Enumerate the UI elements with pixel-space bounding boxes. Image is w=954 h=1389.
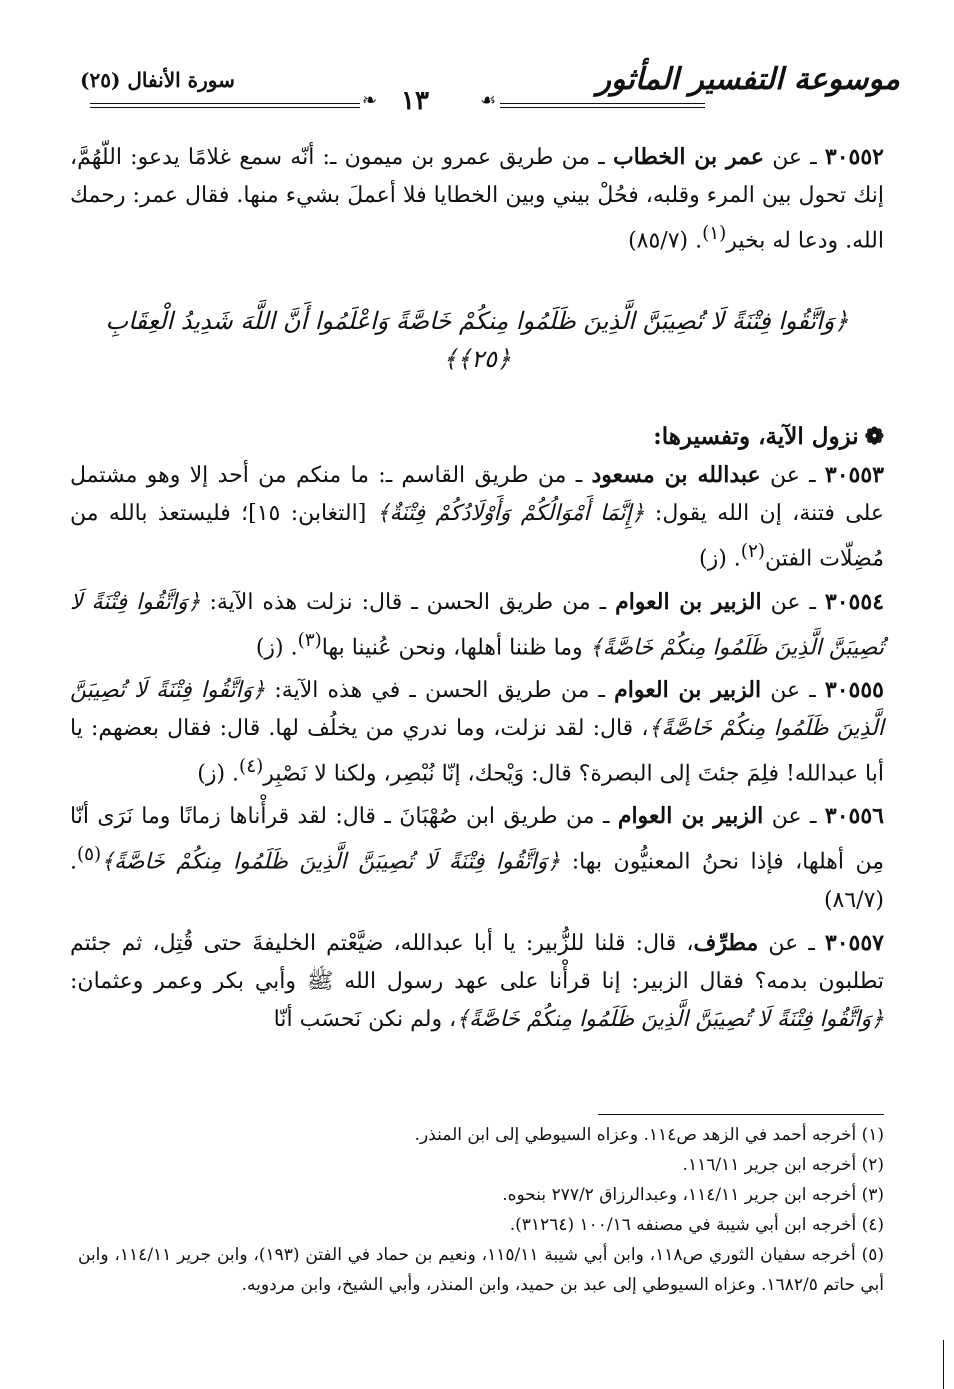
- quran-quote: ﴿وَاتَّقُوا فِتْنَةً لَا تُصِيبَنَّ الَّذِينَ ظَلَمُوا مِنكُمْ خَاصَّةً﴾: [70, 677, 884, 741]
- narrator-name: عمر بن الخطاب: [612, 144, 764, 170]
- entry-text-cont: [التغابن: ١٥]؛ فليستعذ بالله من مُضِلّات الفتن: [70, 501, 884, 572]
- entry-source: . (٨٦/٧): [70, 849, 884, 913]
- footnote-ref[interactable]: (٣): [297, 629, 322, 651]
- entry-text: ـ من طريق ابن صُهْبَانَ ـ قال: لقد قرأْناها زمانًا وما نَرَى أنّا مِن أهلها، فإذا نحنُ المعنيُّون بها:: [70, 804, 884, 875]
- entry-dash: ـ عن: [761, 677, 825, 703]
- footnote-item: (١) أخرجه أحمد في الزهد ص١١٤. وعزاه السيوطي إلى ابن المنذر.: [414, 1125, 884, 1145]
- ornament-icon: ❧: [362, 90, 378, 111]
- footnote-item: (٢) أخرجه ابن جرير ١١٦/١١.: [682, 1155, 884, 1175]
- entry-text: ، قال: قلنا للزُّبير: يا أبا عبدالله، ضيَّعْتم الخليفةَ حتى قُتِل، ثم جئتم تطلبون بدمه؟ فقال الزبير: إنا قرأْنا على عهد رسول الله ﷺ وأبي بكر وعمر وعثمان:: [70, 930, 884, 994]
- entry-text: ـ من طريق الحسن ـ في هذه الآية:: [265, 677, 615, 703]
- entry-30553: [70, 456, 884, 578]
- entry-text-cont: وما ظننا أهلها، ونحن عُنينا بها: [321, 634, 590, 660]
- entry-30555: [70, 671, 884, 793]
- book-title: موسوعة التفسير المأثور: [596, 62, 900, 97]
- header-rule-left: [90, 103, 360, 104]
- entry-30554: [70, 583, 884, 667]
- narrator-name: الزبير بن العوام: [614, 676, 762, 703]
- entry-text: ـ من طريق عمرو بن ميمون ـ: أنّه سمع غلامًا يدعو: اللّهُمَّ، إنك تحول بين المرء وقلبه، فحُلْ بيني وبين الخطايا فلا أعملَ بشيء منها. فقال عمر: رحمك الله. ودعا له بخير: [70, 145, 884, 254]
- entry-dash: ـ عن: [758, 930, 825, 956]
- entry-dash: ـ عن: [760, 463, 825, 489]
- footnote-separator: [598, 1114, 884, 1115]
- entry-text-cont: ، قال: لقد نزلت، وما ندري من يخلُف لها. قال: فقال بعضهم: يا أبا عبدالله! فلِمَ جئتَ إلى البصرة؟ قال: وَيْحك، إنّا نُبْصِر، ولكنا لا نَصْبِر: [70, 715, 884, 787]
- entry-number: ٣٠٥٥٧: [824, 929, 884, 956]
- entry-source: . (٨٥/٧): [628, 228, 703, 254]
- entry-source: . (ز): [699, 546, 741, 572]
- quran-verse: ﴿وَاتَّقُوا فِتْنَةً لَا تُصِيبَنَّ الَّذِينَ ظَلَمُوا مِنكُمْ خَاصَّةً وَاعْلَمُوا أَنَّ اللَّهَ شَدِيدُ الْعِقَابِ ﴿٢٥﴾﴾: [105, 307, 849, 374]
- entry-number: ٣٠٥٥٣: [824, 462, 884, 489]
- flower-icon: ❁: [864, 423, 884, 451]
- narrator-name: الزبير بن العوام: [615, 588, 762, 615]
- quran-quote: ﴿وَاتَّقُوا فِتْنَةً لَا تُصِيبَنَّ الَّذِينَ ظَلَمُوا مِنكُمْ خَاصَّةً﴾: [70, 589, 884, 660]
- entry-number: ٣٠٥٥٦: [824, 803, 884, 830]
- entry-dash: ـ عن: [763, 804, 825, 830]
- surah-title: سورة الأنفال (٢٥): [80, 68, 235, 92]
- narrator-name: مطرِّف: [693, 929, 759, 956]
- header-rule-right: [500, 103, 705, 104]
- quran-quote: ﴿وَاتَّقُوا فِتْنَةً لَا تُصِيبَنَّ الَّذِينَ ظَلَمُوا مِنكُمْ خَاصَّةً﴾: [456, 1006, 884, 1032]
- page-number: ١٣: [401, 86, 429, 116]
- header-rule-right-double: [500, 107, 705, 108]
- entry-30557: [70, 924, 884, 1039]
- entry-source: . (ز): [255, 634, 298, 660]
- section-heading: [70, 418, 884, 456]
- narrator-name: الزبير بن العوام: [617, 803, 764, 830]
- header-rule-left-double: [90, 107, 360, 108]
- narrator-name: عبدالله بن مسعود: [591, 462, 761, 489]
- main-text: [70, 138, 884, 1039]
- quran-quote: ﴿إِنَّمَا أَمْوَالُكُمْ وَأَوْلَادُكُمْ فِتْنَةٌ﴾: [376, 501, 645, 527]
- margin-line: [943, 1340, 944, 1389]
- footnote-ref[interactable]: (٢): [740, 541, 765, 563]
- footnotes: [78, 1120, 884, 1300]
- entry-text-cont: ، ولم نكن نَحسَب أنّا: [273, 1006, 457, 1032]
- entry-dash: ـ عن: [764, 145, 825, 170]
- entry-dash: ـ عن: [761, 589, 825, 615]
- footnote-item: (٥) أخرجه سفيان الثوري ص١١٨، وابن أبي شيبة ١١٥/١١، ونعيم بن حماد في الفتن (١٩٣)، وابن جرير ١١٤/١١، وابن أبي حاتم ١٦٨٢/٥. وعزاه السيوطي إلى عبد بن حميد، وابن المنذر، وأبي الشيخ، وابن مردويه.: [78, 1245, 885, 1295]
- footnote-item: (٤) أخرجه ابن أبي شيبة في مصنفه ١٠٠/١٦ (٣١٢٦٤).: [509, 1215, 884, 1235]
- entry-number: ٣٠٥٥٢: [824, 144, 884, 170]
- entry-text: ـ من طريق القاسم ـ: ما منكم من أحد إلا وهو مشتمل على فتنة، إن الله يقول:: [70, 463, 884, 527]
- entry-number: ٣٠٥٥٤: [824, 588, 885, 615]
- footnote-ref[interactable]: (١): [702, 223, 727, 244]
- entry-30556: [70, 797, 884, 919]
- footnote-ref[interactable]: (٤): [239, 755, 264, 777]
- entry-source: . (ز): [197, 761, 240, 787]
- entry-text: ـ من طريق الحسن ـ قال: نزلت هذه الآية:: [200, 589, 616, 615]
- entry-number: ٣٠٥٥٥: [824, 676, 884, 703]
- footnote-item: (٣) أخرجه ابن جرير ١١٤/١١، وعبدالرزاق ٢٧٧/٢ بنحوه.: [502, 1185, 884, 1205]
- quran-quote: ﴿وَاتَّقُوا فِتْنَةً لَا تُصِيبَنَّ الَّذِينَ ظَلَمُوا مِنكُمْ خَاصَّةً﴾: [101, 849, 561, 875]
- footnote-ref[interactable]: (٥): [77, 844, 102, 866]
- entry-30552: [70, 138, 884, 260]
- section-heading-text: نزول الآية، وتفسيرها:: [653, 423, 859, 451]
- ornament-icon: ☙: [480, 90, 497, 111]
